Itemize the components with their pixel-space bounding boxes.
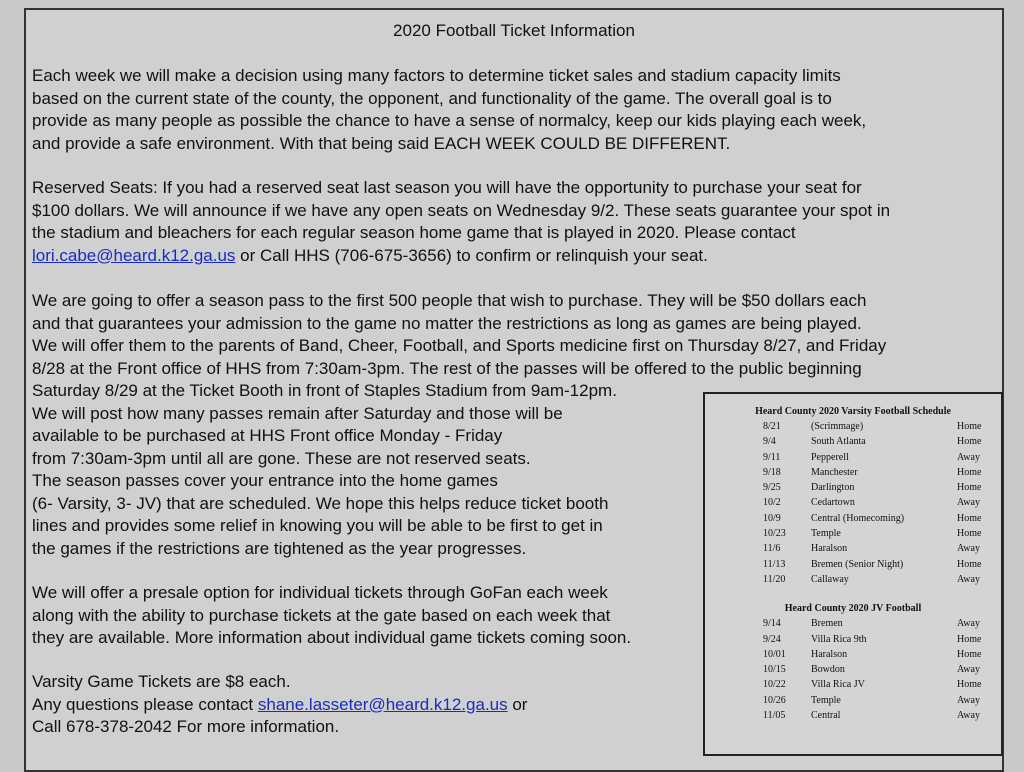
game-date: 10/9 bbox=[763, 512, 781, 524]
football-schedule-box bbox=[703, 392, 1003, 756]
game-opponent: Temple bbox=[811, 694, 841, 706]
game-location: Home bbox=[957, 512, 982, 524]
text-line: available to be purchased at HHS Front office Monday - Friday bbox=[32, 426, 503, 445]
schedule-row bbox=[705, 434, 1001, 449]
game-date: 10/01 bbox=[763, 648, 786, 660]
text-line: 8/28 at the Front office of HHS from 7:30am-3pm. The rest of the passes will be offered to the public beginning bbox=[32, 358, 862, 378]
jv-schedule-title: Heard County 2020 JV Football bbox=[784, 603, 922, 615]
game-opponent: Central (Homecoming) bbox=[811, 512, 905, 524]
text-line: The season passes cover your entrance into the home games bbox=[32, 471, 498, 490]
game-location: Away bbox=[957, 451, 980, 463]
game-location: Away bbox=[957, 497, 980, 509]
text-fragment: or Call HHS (706-675-3656) to confirm or relinquish your seat. bbox=[235, 245, 708, 265]
game-location: Away bbox=[957, 710, 980, 722]
text-fragment: or bbox=[507, 694, 528, 714]
game-date: 11/05 bbox=[763, 710, 786, 722]
game-location: Away bbox=[957, 618, 980, 630]
varsity-schedule-table bbox=[705, 419, 1001, 587]
text-line: and provide a safe environment. With that being said EACH WEEK COULD BE DIFFERENT. bbox=[32, 133, 731, 153]
schedule-row bbox=[705, 419, 1001, 434]
schedule-row bbox=[705, 647, 1001, 662]
jv-schedule-table bbox=[705, 616, 1001, 723]
game-date: 9/11 bbox=[763, 451, 781, 463]
game-date: 9/25 bbox=[763, 482, 781, 494]
game-date: 11/6 bbox=[763, 543, 781, 555]
game-opponent: Bremen bbox=[811, 618, 843, 630]
game-opponent: Villa Rica 9th bbox=[811, 633, 867, 645]
lori-cabe-email-link[interactable]: lori.cabe@heard.k12.ga.us bbox=[32, 245, 236, 265]
schedule-row bbox=[705, 511, 1001, 526]
game-date: 10/23 bbox=[763, 528, 786, 540]
schedule-row bbox=[705, 526, 1001, 541]
game-date: 9/18 bbox=[763, 466, 781, 478]
game-opponent: South Atlanta bbox=[811, 436, 866, 448]
text-line: Saturday 8/29 at the Ticket Booth in front of Staples Stadium from 9am-12pm. bbox=[32, 381, 617, 400]
schedule-row bbox=[705, 616, 1001, 631]
game-location: Home bbox=[957, 436, 982, 448]
text-line: We are going to offer a season pass to the first 500 people that wish to purchase. They will be $50 dollars each bbox=[32, 291, 867, 310]
game-location: Home bbox=[957, 679, 982, 691]
text-line: the stadium and bleachers for each regular season home game that is played in 2020. Please contact bbox=[32, 223, 796, 242]
game-date: 9/24 bbox=[763, 633, 781, 645]
game-date: 10/26 bbox=[763, 694, 786, 706]
game-opponent: Haralson bbox=[811, 543, 848, 555]
game-opponent: Manchester bbox=[811, 466, 858, 478]
text-line bbox=[32, 245, 996, 268]
schedule-row bbox=[705, 662, 1001, 677]
schedule-row bbox=[705, 693, 1001, 708]
game-date: 10/15 bbox=[763, 664, 786, 676]
schedule-row bbox=[705, 541, 1001, 556]
text-line: (6- Varsity, 3- JV) that are scheduled. We hope this helps reduce ticket booth bbox=[32, 493, 609, 513]
game-opponent: Bowdon bbox=[811, 664, 845, 676]
text-line: Each week we will make a decision using many factors to determine ticket sales and stadium capacity limits bbox=[32, 66, 841, 85]
text-line: $100 dollars. We will announce if we have any open seats on Wednesday 9/2. These seats guarantee your spot in bbox=[32, 200, 891, 220]
text-line: lines and provides some relief in knowing you will be able to be first to get in bbox=[32, 516, 603, 535]
schedule-row bbox=[705, 572, 1001, 587]
game-location: Home bbox=[957, 633, 982, 645]
text-line: We will offer a presale option for individual tickets through GoFan each week bbox=[32, 583, 608, 602]
text-line: We will post how many passes remain after Saturday and those will be bbox=[32, 403, 563, 423]
game-location: Home bbox=[957, 482, 982, 494]
text-line: they are available. More information about individual game tickets coming soon. bbox=[32, 628, 632, 647]
game-location: Away bbox=[957, 543, 980, 555]
game-location: Home bbox=[957, 528, 982, 540]
game-opponent: Callaway bbox=[811, 573, 849, 585]
game-location: Home bbox=[957, 466, 982, 478]
game-opponent: Darlington bbox=[811, 482, 855, 494]
game-location: Home bbox=[957, 558, 982, 570]
game-date: 11/20 bbox=[763, 573, 786, 585]
game-opponent: Villa Rica JV bbox=[811, 679, 865, 691]
schedule-row bbox=[705, 708, 1001, 723]
text-line: We will offer them to the parents of Band, Cheer, Football, and Sports medicine first on Thursday 8/27, and Friday bbox=[32, 336, 887, 355]
schedule-row bbox=[705, 450, 1001, 465]
varsity-schedule-title: Heard County 2020 Varsity Football Schedule bbox=[755, 406, 951, 417]
game-date: 8/21 bbox=[763, 421, 781, 432]
text-line: Call 678-378-2042 For more information. bbox=[32, 717, 340, 736]
shane-lasseter-email-link[interactable]: shane.lasseter@heard.k12.ga.us bbox=[257, 694, 508, 714]
text-line: along with the ability to purchase tickets at the gate based on each week that bbox=[32, 605, 611, 625]
schedule-row bbox=[705, 632, 1001, 647]
text-line: the games if the restrictions are tightened as the year progresses. bbox=[32, 538, 527, 558]
text-line: Varsity Game Tickets are $8 each. bbox=[32, 672, 291, 691]
game-date: 10/22 bbox=[763, 679, 786, 691]
game-opponent: Temple bbox=[811, 528, 841, 540]
schedule-row bbox=[705, 677, 1001, 692]
game-date: 9/14 bbox=[763, 618, 781, 630]
text-line: based on the current state of the county, the opponent, and functionality of the game. The overall goal is to bbox=[32, 88, 832, 108]
game-location: Away bbox=[957, 664, 980, 676]
schedule-row bbox=[705, 465, 1001, 480]
text-line: from 7:30am-3pm until all are gone. These are not reserved seats. bbox=[32, 448, 531, 468]
game-date: 11/13 bbox=[763, 558, 786, 570]
text-line: provide as many people as possible the chance to have a sense of normalcy, keep our kids playing each week, bbox=[32, 111, 867, 130]
game-opponent: Cedartown bbox=[811, 497, 855, 509]
game-opponent: Haralson bbox=[811, 648, 848, 660]
game-opponent: Central bbox=[811, 710, 841, 722]
game-location: Away bbox=[957, 694, 980, 706]
schedule-row bbox=[705, 495, 1001, 510]
game-date: 10/2 bbox=[763, 497, 781, 509]
game-location: Home bbox=[957, 421, 982, 432]
game-opponent: Pepperell bbox=[811, 451, 849, 463]
game-opponent: Bremen (Senior Night) bbox=[811, 558, 904, 570]
game-opponent: (Scrimmage) bbox=[811, 421, 864, 432]
intro-paragraph bbox=[32, 65, 996, 155]
document-title: 2020 Football Ticket Information bbox=[393, 21, 635, 40]
game-location: Away bbox=[957, 573, 980, 585]
text-line: and that guarantees your admission to the game no matter the restrictions as long as games are being played. bbox=[32, 313, 862, 333]
schedule-row bbox=[705, 480, 1001, 495]
game-date: 9/4 bbox=[763, 436, 776, 448]
reserved-seats-paragraph bbox=[32, 177, 996, 267]
text-fragment: Any questions please contact bbox=[32, 694, 258, 714]
text-line: Reserved Seats: If you had a reserved seat last season you will have the opportunity to purchase your seat for bbox=[32, 178, 862, 197]
game-location: Home bbox=[957, 648, 982, 660]
schedule-row bbox=[705, 557, 1001, 572]
